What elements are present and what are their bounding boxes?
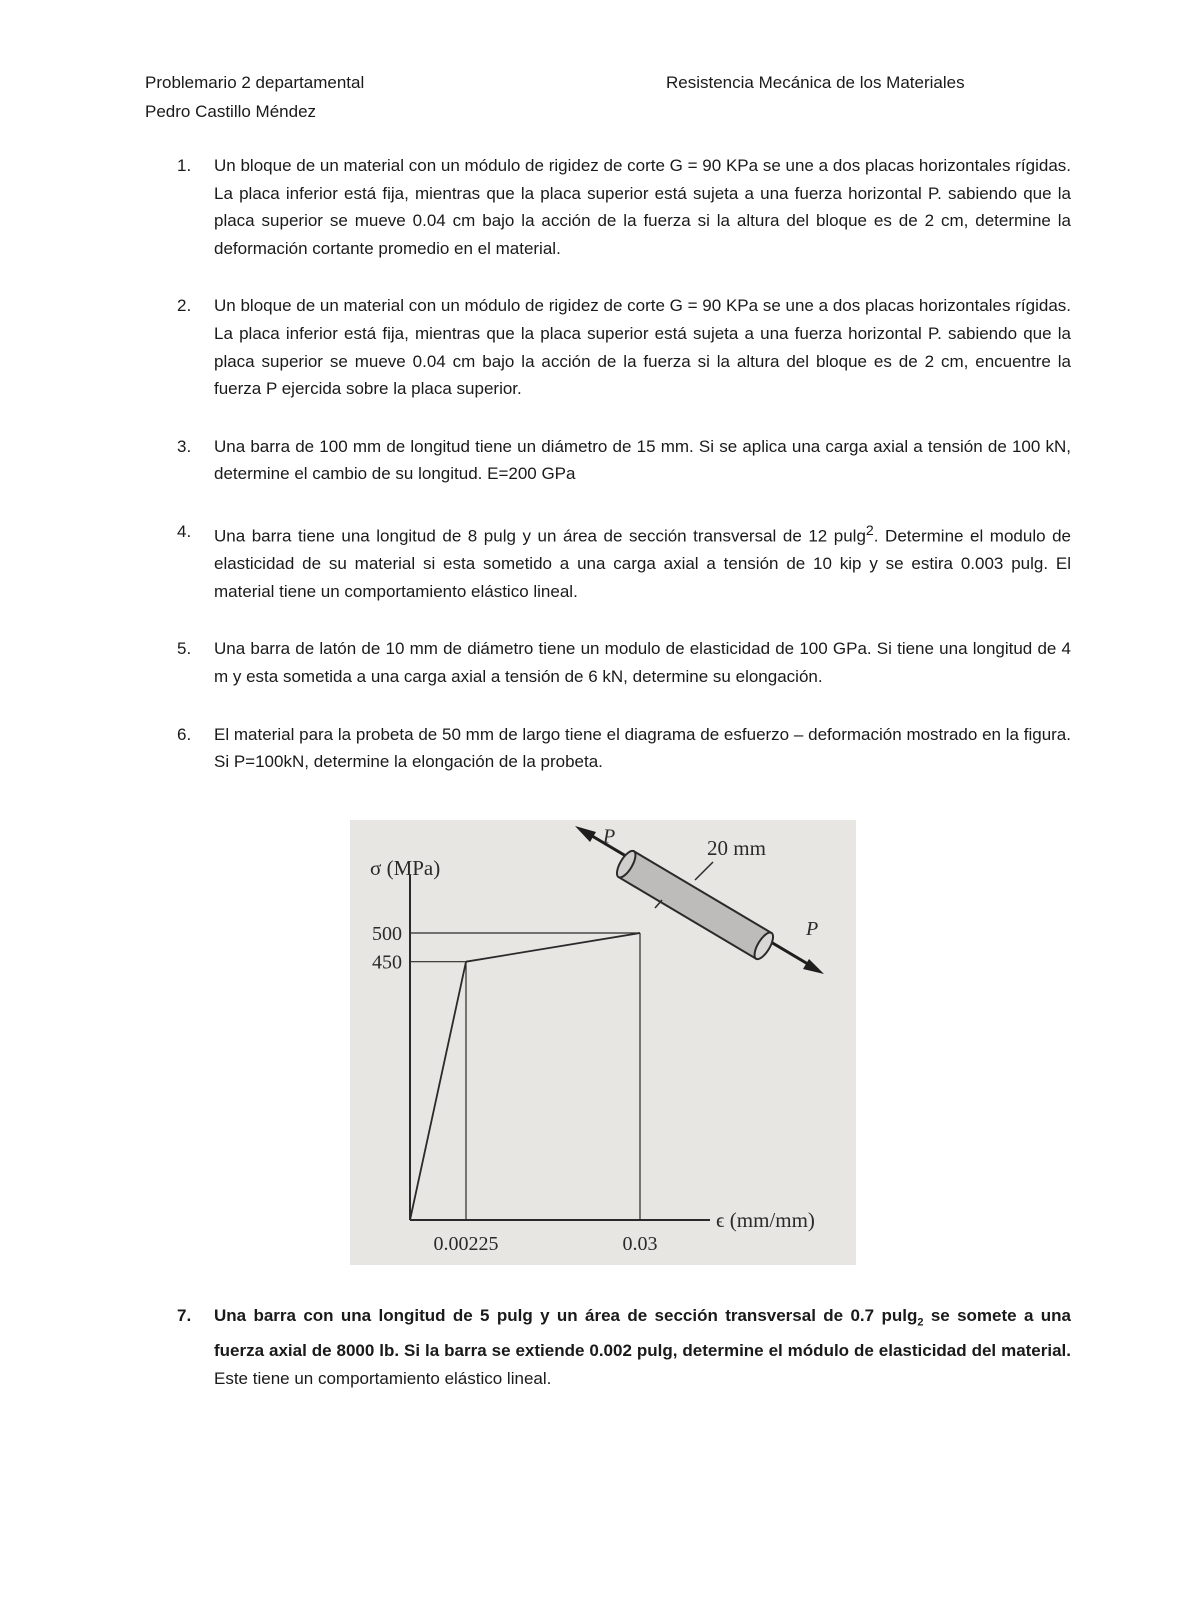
superscript: 2 xyxy=(865,522,874,539)
x-tick-label: 0.00225 xyxy=(433,1233,499,1255)
header-author: Pedro Castillo Méndez xyxy=(145,102,317,121)
problem-text: Un bloque de un material con un módulo de rigidez de corte G = 90 KPa se une a dos placas horizontales rígidas. La placa inferior está fija, mientras que la placa superior está sujeta a una fuerza horizontal P. sabiendo que la placa superior se mueve 0.04 cm bajo la acción de la fuerza si la altura del bloque es de 2 cm, determine la deformación cortante promedio en el material. xyxy=(214,156,1071,258)
problem-number: 6. xyxy=(177,724,192,744)
problem-text: Una barra de latón de 10 mm de diámetro tiene un modulo de elasticidad de 100 GPa. Si tiene una longitud de 4 m y esta sometida a una carga axial a tensión de 6 kN, determine su elongación. xyxy=(214,639,1071,686)
problem-text-normal: Este tiene un comportamiento elástico lineal. xyxy=(214,1368,552,1388)
problem-text: Una barra tiene una longitud de 8 pulg y un área de sección transversal de 12 pulg xyxy=(214,526,866,546)
problem-number: 4. xyxy=(177,521,192,541)
problem-text: Un bloque de un material con un módulo de rigidez de corte G = 90 KPa se une a dos placas horizontales rígidas. La placa inferior está fija, mientras que la placa superior está sujeta a una fuerza horizontal P. sabiendo que la placa superior se mueve 0.04 cm bajo la acción de la fuerza si la altura del bloque es de 2 cm, encuentre la fuerza P ejercida sobre la placa superior. xyxy=(214,296,1071,399)
problem-item xyxy=(166,518,1071,605)
problem-text-continued: . Determine el modulo de elasticidad de su material si esta sometido a una carga axial a tensión de 10 kip y se estira 0.003 pulg. El material tiene un comportamiento elástico lineal. xyxy=(214,526,1072,601)
problem-text: Una barra con una longitud de 5 pulg y un área de sección transversal de 0.7 pulg xyxy=(214,1306,918,1325)
problem-text-bold: se somete a una fuerza axial de 8000 lb. Si la barra se extiende 0.002 pulg, determine el módulo de elasticidad del material. xyxy=(214,1306,1071,1360)
problem-list xyxy=(166,152,1071,776)
x-axis-label: ϵ (mm/mm) xyxy=(716,1208,815,1232)
subscript: 2 xyxy=(917,1316,924,1329)
header-course-title: Problemario 2 departamental xyxy=(145,73,365,92)
problem-list-continued xyxy=(166,1302,1071,1422)
stress-strain-chart xyxy=(350,820,856,1265)
problem-item xyxy=(166,433,1071,488)
problem-item xyxy=(166,152,1071,262)
problem-item xyxy=(166,721,1071,776)
y-tick-label: 450 xyxy=(372,951,402,974)
problem-number: 7. xyxy=(177,1306,192,1325)
problem-item xyxy=(166,1302,1071,1392)
problem-item xyxy=(166,635,1071,690)
problem-number: 1. xyxy=(177,156,192,175)
x-tick-label: 0.03 xyxy=(622,1233,658,1255)
header-subject-title: Resistencia Mecánica de los Materiales xyxy=(666,73,965,92)
y-axis-label: σ (MPa) xyxy=(370,856,441,880)
diameter-label: 20 mm xyxy=(707,836,766,860)
figure-background xyxy=(350,820,856,1265)
load-label-right: P xyxy=(806,918,819,940)
problem-number: 5. xyxy=(177,639,192,659)
problem-item xyxy=(166,292,1071,402)
problem-number: 2. xyxy=(177,296,192,316)
load-label-top: P xyxy=(603,825,616,848)
problem-text: El material para la probeta de 50 mm de largo tiene el diagrama de esfuerzo – deformación mostrado en la figura. Si P=100kN, determine la elongación de la probeta. xyxy=(214,724,1071,772)
stress-strain-figure xyxy=(350,820,856,1265)
problem-number: 3. xyxy=(177,436,192,456)
problem-text: Una barra de 100 mm de longitud tiene un diámetro de 15 mm. Si se aplica una carga axial a tensión de 100 kN, determine el cambio de su longitud. E=200 GPa xyxy=(214,436,1071,484)
y-tick-label: 500 xyxy=(372,923,402,945)
